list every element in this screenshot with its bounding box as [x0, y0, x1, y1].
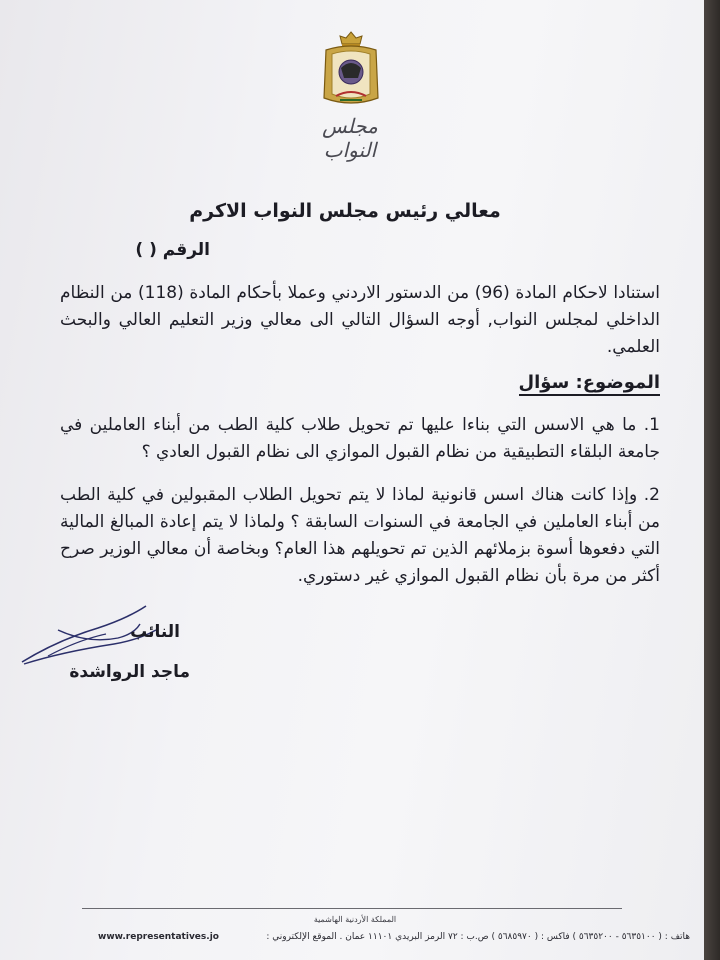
footer-website: www.representatives.jo: [98, 932, 219, 942]
footer-contact-info: هاتف : ( ٥٦٣٥١٠٠ - ٥٦٣٥٢٠٠ ) فاكس : ( ٥٦٨٥٩٧٠ ) ص.ب : ٧٢ الرمز البريدي ١١١٠١ عمان . الموقع الإلكتروني :: [266, 932, 690, 942]
background-edge: [704, 0, 720, 960]
jordan-coat-of-arms-icon: [318, 28, 384, 112]
footer-emblem-caption: المملكة الأردنية الهاشمية: [313, 915, 397, 924]
reference-number: الرقم ( ): [135, 240, 210, 260]
footer-divider: [82, 908, 622, 909]
intro-paragraph: استنادا لاحكام المادة (96) من الدستور الاردني وعملا بأحكام المادة (118) من النظام الداخلي لمجلس النواب, أوجه السؤال التالي الى معالي وزير التعليم العالي والبحث العلمي.: [60, 283, 661, 357]
question-2: 2. وإذا كانت هناك اسس قانونية لماذا لا يتم تحويل الطلاب المقبولين في كلية الطب من أبناء العاملين في الجامعة في السنوات السابقة ؟ ولماذا لا يتم إعادة المبالغ المالية التي دفعوها أسوة بزملائهم الذين تم تحويلهم هذا العام؟ وبخاصة أن معالي الوزير صرح أكثر من مرة بأن نظام القبول الموازي غير دستوري.: [60, 485, 660, 586]
signatory-title: النائب: [130, 622, 180, 642]
question-1: 1. ما هي الاسس التي بناءا عليها تم تحويل طلاب كلية الطب من أبناء العاملين في جامعة البلقاء التطبيقية من نظام القبول الموازي الى نظام القبول العادي ؟: [60, 415, 660, 462]
signatory-name: ماجد الرواشدة: [69, 662, 190, 682]
subject-heading: [420, 372, 660, 393]
letter-salutation: معالي رئيس مجلس النواب الاكرم: [189, 200, 501, 222]
parliament-logo-text: مجلس النواب: [322, 114, 378, 162]
subject-text: الموضوع: سؤال: [519, 372, 661, 396]
